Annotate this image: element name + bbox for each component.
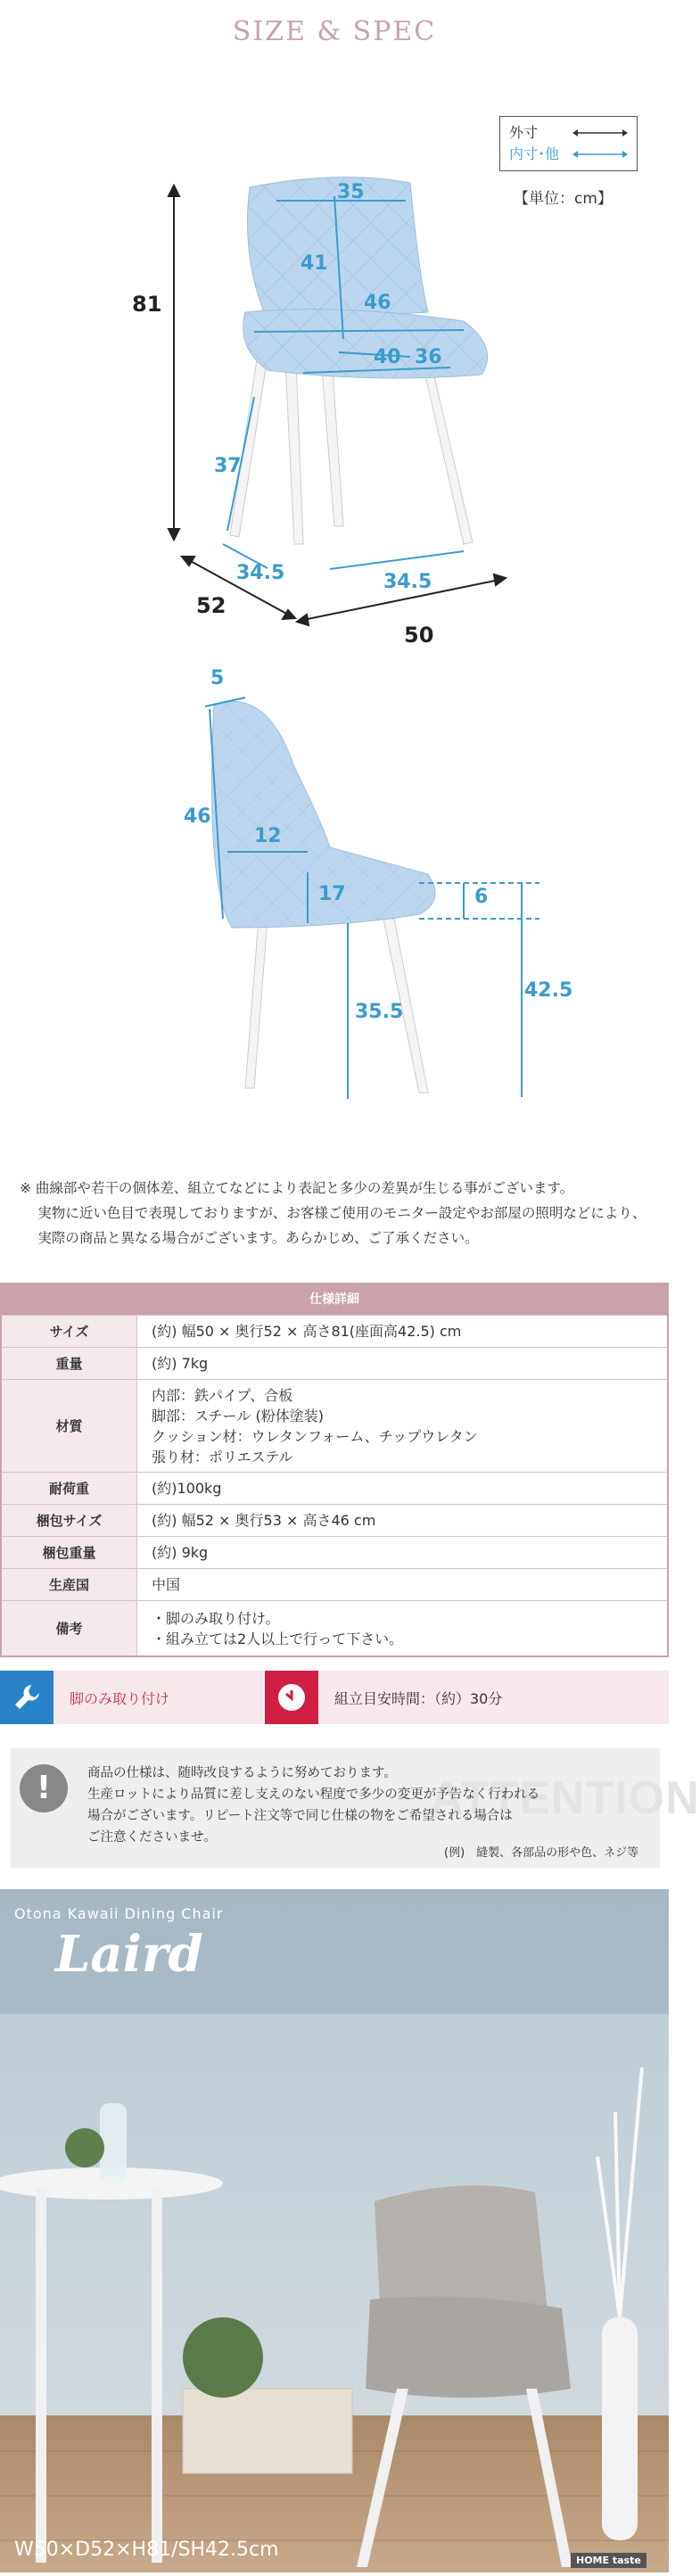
note-line: 実物に近い色目で表現しておりますが、お客様ご使用のモニター設定やお部屋の照明などにより、 [20,1205,646,1221]
side-dim-seat-height: 42.5 [524,979,573,1002]
wrench-icon [0,1671,54,1724]
spec-value: (約) 9kg [152,1544,209,1561]
dim-seat-width-front: 36 [415,346,442,368]
notice-line: ご注意くださいませ。 [87,1830,217,1845]
room-scene-image [0,1889,669,2572]
dim-seat-depth: 40 [374,346,401,368]
attention-watermark: ATTENTION [430,1772,700,1824]
spec-value: 張り材：ポリエステル [152,1448,293,1466]
spec-row [2,1568,667,1600]
side-dim-back-height: 46 [184,805,211,828]
side-dim-top: 5 [210,667,225,689]
dim-leg-height: 37 [214,455,242,477]
spec-row [2,1536,667,1568]
spec-row [2,1600,667,1655]
dim-seat-width-back: 46 [364,292,391,314]
product-photo [0,1889,669,2572]
dim-back-height: 41 [301,252,328,275]
spec-value: ・脚のみ取り付け。 [152,1609,280,1627]
inner-arrow-icon [572,150,628,159]
spec-label: 重量 [2,1348,137,1379]
side-dim-cushion: 6 [474,886,489,908]
spec-label: 耐荷重 [2,1473,137,1504]
spec-label: 梱包サイズ [2,1505,137,1536]
notice-line: 商品の仕様は、随時改良するように努めております。 [87,1766,397,1780]
unit-label: 【単位：cm】 [514,190,613,208]
dim-height: 81 [132,292,162,317]
clock-icon [265,1671,318,1724]
spec-label: 備考 [2,1601,137,1655]
front-view-diagram [0,169,669,651]
brand-logo: HOME taste [571,2553,646,2568]
spec-table [0,1283,669,1657]
exclamation-icon: ! [20,1764,68,1812]
outer-arrow-icon [572,128,628,137]
spec-value: (約) 幅52 × 奥行53 × 高さ46 cm [152,1512,376,1529]
spec-value: ・組み立ては2人以上で行って下さい。 [152,1630,404,1647]
note-line: 実際の商品と異なる場合がございます。あらかじめ、ご了承ください。 [20,1230,479,1246]
spec-value: (約) 幅50 × 奥行52 × 高さ81(座面高42.5) cm [152,1323,462,1340]
side-dim-leg-height: 35.5 [355,1001,404,1023]
spec-row [2,1504,667,1536]
spec-row [2,1315,667,1347]
side-dim-armrest: 12 [254,825,282,847]
spec-row [2,1472,667,1504]
side-dim-seat-to-arm: 17 [318,883,346,905]
spec-row [2,1347,667,1379]
dimension-legend [499,116,638,171]
spec-label: 梱包重量 [2,1537,137,1568]
spec-value: (約) 7kg [152,1355,209,1372]
spec-label: サイズ [2,1316,137,1347]
note-line: ※ 曲線部や若干の個体差、組立てなどにより表記と多少の差異が生じる事がございます。 [20,1180,574,1196]
notice-line: 生産ロットにより品質に差し支えのない程度で多少の変更が予告なく行われる [87,1788,540,1802]
spec-row [2,1379,667,1472]
size-caption: W50×D52×H81/SH42.5cm [14,2539,279,2561]
assembly-info [0,1671,669,1724]
leg-only-bar [0,1671,263,1724]
leg-only-label: 脚のみ取り付け [70,1689,170,1707]
legend-inner-label: 内寸･他 [509,145,560,162]
notice-example: (例) 縫製、各部品の形や色、ネジ等 [444,1846,639,1860]
spec-value: 内部：鉄パイプ、合板 [152,1386,293,1404]
spec-value: (約)100kg [152,1480,222,1497]
disclaimer-note [20,1176,653,1251]
spec-table-heading: 仕様詳細 [2,1284,667,1315]
spec-label: 生産国 [2,1569,137,1600]
dim-leg-depth: 34.5 [236,562,285,584]
dim-width: 50 [404,623,434,648]
page-title: SIZE & SPEC [232,16,437,47]
dim-depth: 52 [196,593,226,618]
dim-back-width: 35 [337,181,365,203]
spec-value: クッション材：ウレタンフォーム、チップウレタン [152,1427,478,1445]
spec-label: 材質 [2,1380,137,1472]
dim-leg-width: 34.5 [383,571,432,593]
product-name: Laird [55,1925,203,1984]
attention-notice [11,1748,700,1868]
notice-line: 場合がございます。リピート注文等で同じ仕様の物をご希望される場合は [87,1809,513,1823]
assembly-time-label: 組立目安時間：（約）30分 [334,1689,503,1707]
photo-subtitle: Otona Kawaii Dining Chair [14,1905,224,1922]
spec-value: 脚部：スチール (粉体塗装) [152,1407,324,1424]
spec-value: 中国 [152,1576,181,1593]
legend-outer-label: 外寸 [509,124,539,141]
assembly-time-bar [265,1671,669,1724]
